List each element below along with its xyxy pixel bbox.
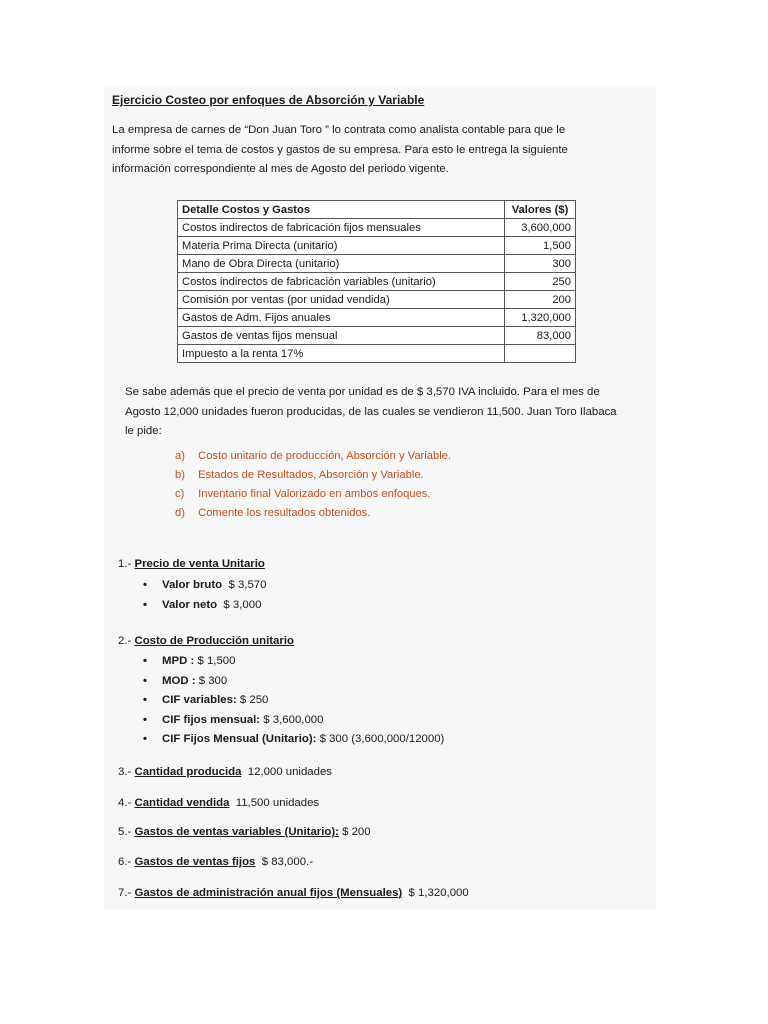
bullet-item — [143, 691, 444, 711]
section-7 — [118, 887, 469, 899]
task-label: c) — [175, 488, 185, 500]
intro-paragraph — [112, 121, 612, 180]
row-label: Comisión por ventas (por unidad vendida) — [178, 291, 505, 309]
bullet-item — [143, 652, 444, 672]
bullet-icon: • — [143, 694, 147, 707]
context-line: le pide: — [125, 425, 162, 437]
context-line: Agosto 12,000 unidades fueron producidas, de las cuales se vendieron 11,500. Juan Toro Ilabaca — [125, 405, 617, 418]
row-value: 300 — [505, 255, 576, 273]
row-value: 3,600,000 — [505, 219, 576, 237]
bullet-icon: • — [143, 674, 147, 687]
table-header-row — [178, 201, 576, 219]
costs-table — [177, 200, 576, 363]
section-title: Cantidad vendida — [134, 797, 230, 809]
row-label: Gastos de ventas fijos mensual — [178, 327, 505, 345]
section-number: 3.- — [118, 766, 135, 778]
table-row — [178, 237, 576, 255]
bullet-label: MOD : — [162, 674, 196, 687]
row-value: 83,000 — [505, 327, 576, 345]
task-label: d) — [175, 507, 185, 519]
task-text: Comente los resultados obtenidos. — [198, 507, 371, 519]
row-value: 200 — [505, 291, 576, 309]
section-value: 12,000 unidades — [241, 766, 332, 778]
table-row — [178, 327, 576, 345]
bullet-label: CIF variables: — [162, 694, 237, 707]
task-item — [175, 504, 451, 523]
task-text: Inventario final Valorizado en ambos enfoques. — [198, 488, 431, 500]
bullet-label: MPD : — [162, 655, 195, 667]
bullet-label: Valor bruto — [162, 579, 223, 591]
row-label: Mano de Obra Directa (unitario) — [178, 255, 505, 273]
section-title: Precio de venta Unitario — [134, 558, 265, 570]
table-row — [178, 291, 576, 309]
document-title: Ejercicio Costeo por enfoques de Absorción y Variable — [112, 93, 425, 107]
section-number: 7.- — [118, 887, 135, 899]
row-label: Materia Prima Directa (unitario) — [178, 237, 505, 255]
section-title: Gastos de ventas fijos — [134, 856, 256, 868]
section-number: 4.- — [118, 797, 135, 809]
bullet-value: $ 3,600,000 — [260, 713, 324, 726]
bullet-item — [143, 730, 444, 750]
bullet-value: $ 3,570 — [222, 579, 267, 591]
bullet-item — [143, 672, 444, 692]
section-title: Gastos de administración anual fijos (Mensuales) — [134, 887, 403, 899]
task-label: a) — [175, 450, 185, 462]
intro-line: informe sobre el tema de costos y gastos de su empresa. Para esto le entrega la siguiente — [112, 143, 568, 156]
bullet-item — [143, 576, 266, 596]
task-item — [175, 466, 451, 485]
bullet-label: Valor neto — [162, 598, 218, 611]
section-2-bullets — [143, 652, 444, 750]
section-1-heading — [118, 558, 265, 570]
row-label: Costos indirectos de fabricación variables (unitario) — [178, 273, 505, 291]
section-number: 6.- — [118, 856, 135, 868]
task-item — [175, 447, 451, 466]
section-3 — [118, 766, 332, 778]
table-row — [178, 345, 576, 363]
bullet-value: $ 250 — [236, 694, 269, 707]
header-values: Valores ($) — [505, 201, 576, 219]
row-label: Gastos de Adm. Fijos anuales — [178, 309, 505, 327]
task-text: Estados de Resultados, Absorción y Variable. — [198, 469, 424, 481]
task-text: Costo unitario de producción, Absorción y Variable. — [198, 450, 452, 462]
header-detail: Detalle Costos y Gastos — [178, 201, 505, 219]
row-label: Impuesto a la renta 17% — [178, 345, 505, 363]
bullet-icon: • — [143, 713, 147, 726]
bullet-icon: • — [143, 733, 147, 746]
section-4 — [118, 797, 319, 809]
row-value: 250 — [505, 273, 576, 291]
task-item — [175, 485, 451, 504]
row-label: Costos indirectos de fabricación fijos mensuales — [178, 219, 505, 237]
bullet-item — [143, 711, 444, 731]
task-list — [175, 447, 451, 523]
table-row — [178, 309, 576, 327]
section-value: 11,500 unidades — [229, 797, 320, 809]
section-title: Gastos de ventas variables (Unitario): — [134, 826, 339, 838]
table-row — [178, 255, 576, 273]
bullet-value: $ 300 (3,600,000/12000) — [316, 733, 445, 746]
section-value: $ 200 — [338, 826, 371, 838]
bullet-value: $ 300 — [195, 674, 228, 687]
intro-line: La empresa de carnes de “Don Juan Toro ” lo contrata como analista contable para que le — [112, 124, 566, 136]
context-line: Se sabe además que el precio de venta por unidad es de $ 3,570 IVA incluido. Para el mes de — [125, 386, 600, 398]
table-row — [178, 273, 576, 291]
section-2-heading — [118, 635, 294, 647]
section-value: $ 1,320,000 — [402, 887, 469, 899]
row-value: 1,500 — [505, 237, 576, 255]
row-value — [505, 345, 576, 363]
section-title: Costo de Producción unitario — [134, 635, 294, 647]
bullet-icon: • — [143, 598, 147, 611]
bullet-value: $ 3,000 — [217, 598, 262, 611]
bullet-icon: • — [143, 655, 147, 667]
bullet-item — [143, 596, 266, 616]
section-title: Cantidad producida — [134, 766, 242, 778]
task-label: b) — [175, 469, 185, 481]
section-6 — [118, 856, 313, 868]
section-1-bullets — [143, 576, 266, 615]
intro-line: información correspondiente al mes de Agosto del periodo vigente. — [112, 163, 449, 175]
bullet-label: CIF fijos mensual: — [162, 713, 261, 726]
section-number: 2.- — [118, 635, 135, 647]
row-value: 1,320,000 — [505, 309, 576, 327]
bullet-value: $ 1,500 — [194, 655, 236, 667]
bullet-label: CIF Fijos Mensual (Unitario): — [162, 733, 317, 746]
section-value: $ 83,000.- — [255, 856, 314, 868]
bullet-icon: • — [143, 579, 147, 591]
section-5 — [118, 826, 371, 838]
section-number: 5.- — [118, 826, 135, 838]
context-paragraph — [125, 383, 645, 442]
section-number: 1.- — [118, 558, 135, 570]
table-row — [178, 219, 576, 237]
